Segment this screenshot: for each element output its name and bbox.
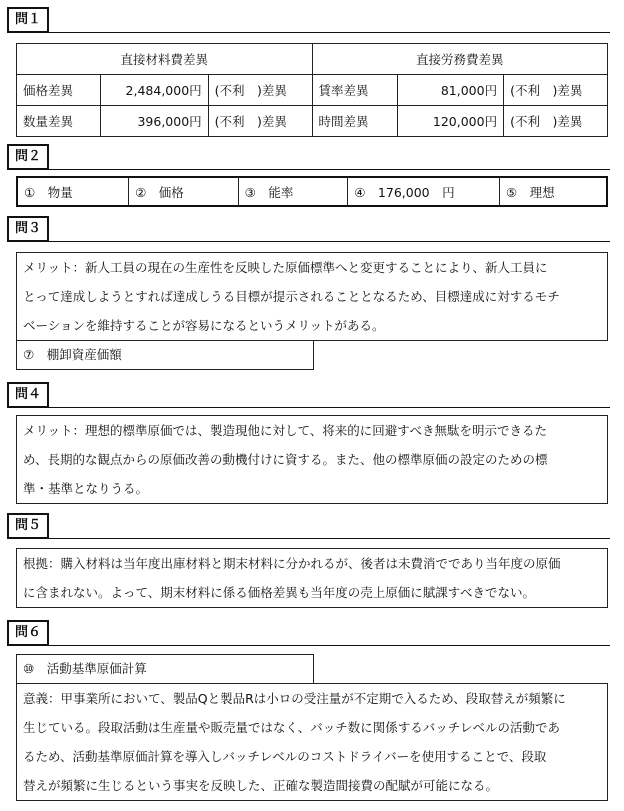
table-header-row xyxy=(17,44,608,75)
time-variance-label: 時間差異 xyxy=(312,106,398,137)
answer-box-q3-choice: ⑦ 棚卸資産価額 xyxy=(16,340,314,370)
time-variance-type: (不利 )差異 xyxy=(504,106,608,137)
text-line: 意義：甲事業所において、製品Qと製品Rは小ロの受注量が不定期で入るため、段取替えが頻繁に xyxy=(23,691,566,706)
rate-variance-value: 81,000円 xyxy=(398,75,504,106)
material-variance-header: 直接材料費差異 xyxy=(17,44,313,75)
answer-box-q6 xyxy=(16,683,608,801)
question-4-label: 問４ xyxy=(7,382,49,408)
answer-box-q5 xyxy=(16,548,608,608)
answer-cell-3: ③ 能率 xyxy=(238,177,348,206)
text-line: メリット：新人工員の現在の生産性を反映した原価標準へと変更することにより、新人工員に xyxy=(23,260,548,275)
rate-variance-type: (不利 )差異 xyxy=(504,75,608,106)
table-row xyxy=(17,75,608,106)
question-6-label: 問６ xyxy=(7,620,49,646)
divider xyxy=(7,32,610,33)
answer-box-q4 xyxy=(16,415,608,504)
text-line: 根拠：購入材料は当年度出庫材料と期末材料に分かれるが、後者は未費消でであり当年度の原価 xyxy=(23,556,561,571)
text-line: 替えが頻繁に生じるという事実を反映した、正確な製造間接費の配賦が可能になる。 xyxy=(23,778,499,793)
text-line: 生じている。段取活動は生産量や販売量ではなく、バッチ数に関係するバッチレベルの活動であ xyxy=(23,720,561,735)
question-5-label: 問５ xyxy=(7,513,49,539)
price-variance-label: 価格差異 xyxy=(17,75,101,106)
divider xyxy=(7,645,610,646)
answer-cell-4: ④ 176,000 円 xyxy=(348,177,500,206)
quantity-variance-type: (不利 )差異 xyxy=(208,106,312,137)
answer-box-q3 xyxy=(16,252,608,341)
answer-row-table xyxy=(16,176,608,207)
answer-cell-2: ② 価格 xyxy=(129,177,239,206)
text-line: メリット：理想的標準原価では、製造現他に対して、将来的に回避すべき無駄を明示できるた xyxy=(23,423,548,438)
table-row xyxy=(17,177,607,206)
answer-box-q6-choice: ⑩ 活動基準原価計算 xyxy=(16,654,314,684)
text-line: とって達成しようとすれば達成しうる目標が提示されることとなるため、目標達成に対するモチ xyxy=(23,289,560,304)
answer-cell-5: ⑤ 理想 xyxy=(499,177,607,206)
quantity-variance-value: 396,000円 xyxy=(100,106,208,137)
table-row xyxy=(17,106,608,137)
labor-variance-header: 直接労務費差異 xyxy=(312,44,607,75)
divider xyxy=(7,538,610,539)
text-line: ベーションを維持することが容易になるというメリットがある。 xyxy=(23,318,385,333)
text-line: るため、活動基準原価計算を導入しバッチレベルのコストドライバーを使用することで、段取 xyxy=(23,749,547,764)
text-line: に含まれない。よって、期末材料に係る価格差異も当年度の売上原価に賦課すべきでない。 xyxy=(23,585,536,600)
variance-table xyxy=(16,43,608,137)
price-variance-type: (不利 )差異 xyxy=(208,75,312,106)
price-variance-value: 2,484,000円 xyxy=(100,75,208,106)
time-variance-value: 120,000円 xyxy=(398,106,504,137)
text-line: め、長期的な観点からの原価改善の動機付けに資する。また、他の標準原価の設定のための標 xyxy=(23,452,548,467)
answer-cell-1: ① 物量 xyxy=(17,177,129,206)
question-3-label: 問３ xyxy=(7,216,49,242)
rate-variance-label: 賃率差異 xyxy=(312,75,398,106)
divider xyxy=(7,241,610,242)
divider xyxy=(7,407,610,408)
divider xyxy=(7,169,610,170)
quantity-variance-label: 数量差異 xyxy=(17,106,101,137)
question-2-label: 問２ xyxy=(7,144,49,170)
text-line: 準・基準となりうる。 xyxy=(23,481,149,496)
question-1-label: 問１ xyxy=(7,7,49,33)
